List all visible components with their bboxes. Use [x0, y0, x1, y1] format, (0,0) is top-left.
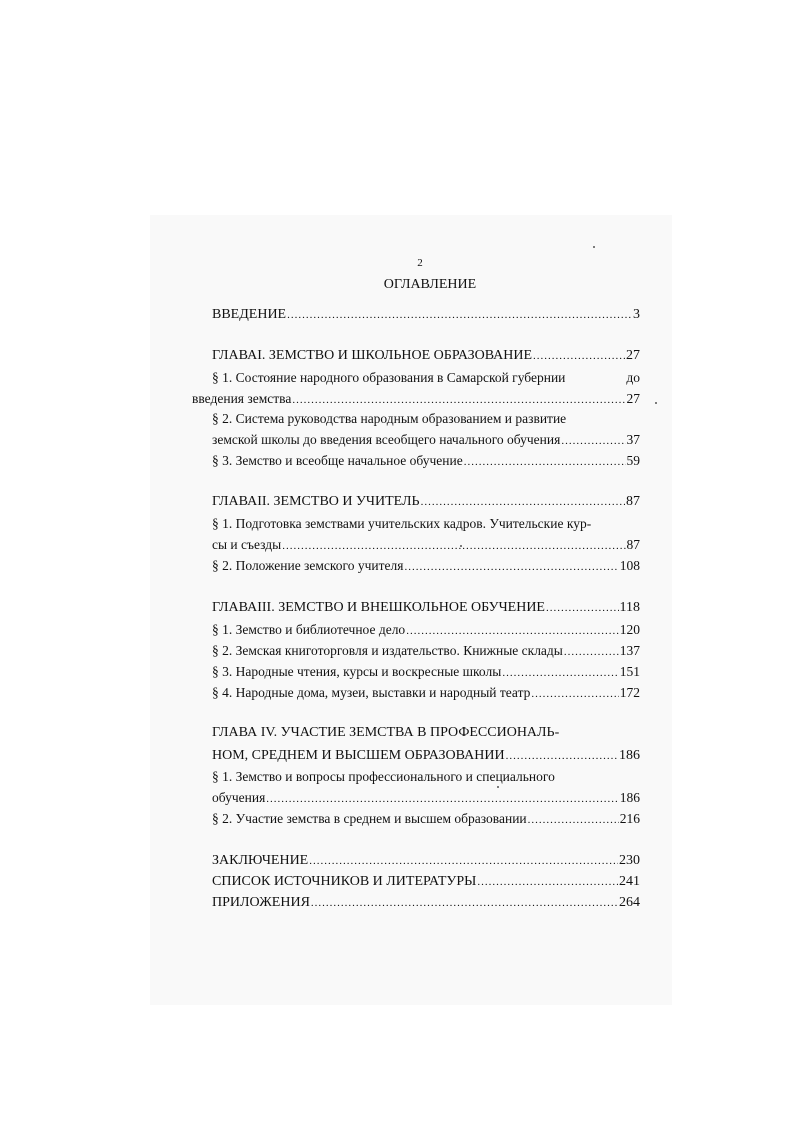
- toc-entry-page: 87: [626, 494, 640, 509]
- dot-leader: [477, 872, 618, 893]
- toc-entry-chapter-4-section-1: [212, 787, 640, 808]
- toc-entry-conclusion: [212, 850, 640, 871]
- toc-entry-label: § 2. Земская книготорговля и издательство. Книжные склады: [212, 643, 563, 658]
- toc-entry-page: 186: [619, 790, 640, 805]
- dot-leader: [287, 305, 632, 326]
- dot-leader: [309, 851, 618, 872]
- toc-entry-chapter-2-section-2: [212, 555, 640, 576]
- dot-leader: [528, 810, 619, 831]
- toc-entry-label: ГЛАВАI. ЗЕМСТВО И ШКОЛЬНОЕ ОБРАЗОВАНИЕ: [212, 348, 533, 363]
- toc-entry-page: 59: [626, 453, 640, 468]
- toc-entry-chapter-3-section-2: [212, 640, 640, 661]
- toc-entry-page: 108: [619, 558, 640, 573]
- toc-entry-page: 27: [626, 348, 640, 363]
- toc-entry-label: ВВЕДЕНИЕ: [212, 307, 287, 322]
- toc-entry-page: 186: [619, 748, 640, 763]
- toc-entry-introduction: [212, 304, 640, 325]
- toc-entry-chapter-1-section-3: [212, 450, 640, 471]
- scan-speck: [460, 545, 462, 547]
- toc-entry-chapter-4: [212, 745, 640, 766]
- toc-entry-label: § 2. Участие земства в среднем и высшем образовании: [212, 811, 527, 826]
- toc-entry-page: 120: [619, 622, 640, 637]
- toc-entry-chapter-3-section-4: [212, 682, 640, 703]
- toc-entry-label: § 3. Народные чтения, курсы и воскресные школы: [212, 664, 502, 679]
- dot-leader: [311, 893, 618, 914]
- dot-leader: [531, 684, 618, 705]
- page-number: 2: [417, 257, 423, 269]
- toc-entry-label: ГЛАВАII. ЗЕМСТВО И УЧИТЕЛЬ: [212, 494, 420, 509]
- dot-leader: [502, 663, 618, 684]
- toc-entry-label: ГЛАВАIII. ЗЕМСТВО И ВНЕШКОЛЬНОЕ ОБУЧЕНИЕ: [212, 600, 545, 615]
- toc-entry-page: 151: [619, 664, 640, 679]
- toc-entry-label: обучения: [212, 790, 266, 805]
- toc-entry-chapter-4-section-2: [212, 808, 640, 829]
- toc-entry-label: § 2. Положение земского учителя: [212, 558, 404, 573]
- toc-entry-label: сы и съезды: [212, 537, 282, 552]
- toc-entry-label: СПИСОК ИСТОЧНИКОВ И ЛИТЕРАТУРЫ: [212, 874, 477, 889]
- dot-leader: [406, 621, 619, 642]
- toc-entry-page: 27: [626, 391, 640, 406]
- toc-entry-chapter-4-line-1: ГЛАВА IV. УЧАСТИЕ ЗЕМСТВА В ПРОФЕССИОНАЛЬ-: [212, 725, 560, 740]
- toc-entry-label: § 4. Народные дома, музеи, выставки и народный театр: [212, 685, 531, 700]
- toc-entry-page: 137: [619, 643, 640, 658]
- dot-leader: [266, 789, 618, 810]
- dot-leader: [282, 536, 625, 557]
- toc-entry-sources: [212, 871, 640, 892]
- toc-entry-chapter-4-section-1-line-1: § 1. Земство и вопросы профессионального и специального: [212, 769, 555, 784]
- toc-entry-page: 230: [619, 853, 640, 868]
- dot-leader: [464, 452, 626, 473]
- toc-entry-label: ЗАКЛЮЧЕНИЕ: [212, 853, 309, 868]
- toc-entry-page: 172: [619, 685, 640, 700]
- toc-entry-appendices: [212, 892, 640, 913]
- toc-entry-label: § 1. Состояние народного образования в Самарской губернии: [212, 370, 566, 385]
- toc-entry-page: 241: [619, 874, 640, 889]
- toc-entry-page: 216: [619, 811, 640, 826]
- toc-entry-label: § 3. Земство и всеобще начальное обучение: [212, 453, 463, 468]
- dot-leader: [561, 431, 625, 452]
- toc-entry-page: 3: [633, 307, 640, 322]
- toc-entry-chapter-1-section-1: [192, 388, 640, 409]
- dot-leader: [506, 746, 618, 767]
- toc-entry-page: 37: [626, 432, 640, 447]
- toc-entry-chapter-2: [212, 491, 640, 512]
- toc-entry-label: земской школы до введения всеобщего начального обучения: [212, 432, 561, 447]
- toc-entry-chapter-3-section-3: [212, 661, 640, 682]
- toc-entry-label: НОМ, СРЕДНЕМ И ВЫСШЕМ ОБРАЗОВАНИИ: [212, 748, 505, 763]
- dot-leader: [404, 557, 618, 578]
- toc-entry-chapter-2-section-1: [212, 534, 640, 555]
- page-title: ОГЛАВЛЕНИЕ: [383, 277, 477, 292]
- toc-entry-chapter-1-section-2: [212, 429, 640, 450]
- toc-entry-label: ПРИЛОЖЕНИЯ: [212, 895, 310, 910]
- toc-entry-chapter-1-section-1-line-1: [212, 367, 640, 388]
- dot-leader: [533, 346, 625, 367]
- scan-speck: [655, 402, 657, 404]
- scan-speck: [593, 246, 595, 248]
- dot-leader: [546, 598, 619, 619]
- toc-entry-label-end: до: [626, 370, 640, 385]
- toc-entry-page: 118: [619, 600, 640, 615]
- toc-entry-chapter-3: [212, 597, 640, 618]
- toc-entry-chapter-3-section-1: [212, 619, 640, 640]
- scan-speck: [497, 786, 499, 788]
- toc-entry-label: введения земства: [192, 391, 292, 406]
- dot-leader: [564, 642, 619, 663]
- dot-leader: [421, 492, 625, 513]
- toc-entry-chapter-1: [212, 345, 640, 366]
- toc-entry-page: 87: [626, 537, 640, 552]
- toc-entry-chapter-2-section-1-line-1: § 1. Подготовка земствами учительских кадров. Учительские кур-: [212, 516, 592, 531]
- toc-entry-page: 264: [619, 895, 640, 910]
- toc-entry-chapter-1-section-2-line-1: § 2. Система руководства народным образованием и развитие: [212, 411, 567, 426]
- toc-entry-label: § 1. Земство и библиотечное дело: [212, 622, 406, 637]
